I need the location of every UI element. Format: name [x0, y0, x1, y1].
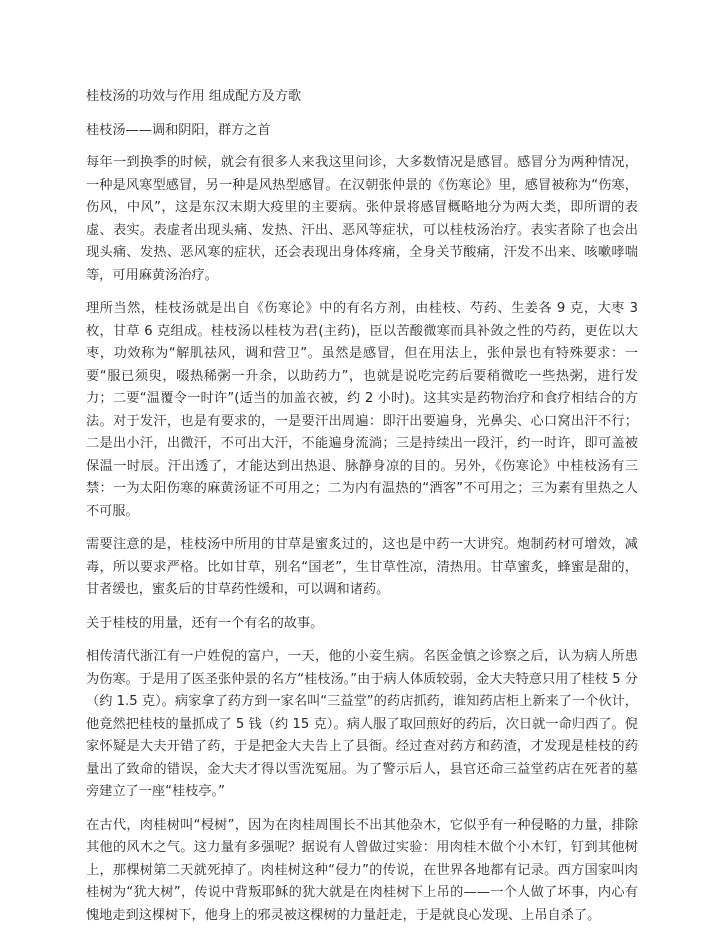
- paragraph-dosage-story: 相传清代浙江有一户姓倪的富户，一天，他的小妾生病。名医金慎之诊察之后，认为病人所患为伤寒。于是用了医圣张仲景的名方“桂枝汤。”由于病人体质较弱，金大夫特意只用了桂枝 5 分（约 1.5 克）。病家拿了药方到一家名叫“三益堂”的药店抓药，谁知药店柜上新来了一个伙计，他竟然把桂枝的量抓成了 5 钱（约 15 克）。病人服了取回煎好的药后，次日就一命归西了。倪家怀疑是大夫开错了药，于是把金大夫告上了县衙。经过查对药方和药渣，才发现是桂枝的药量出了致命的错误，金大夫才得以雪洗冤屈。为了警示后人，县官还命三益堂药店在死者的墓旁建立了一座“桂枝亭。”: [86, 649, 638, 799]
- paragraph-formula-composition: 理所当然，桂枝汤就是出自《伤寒论》中的有名方剂，由桂枝、芍药、生姜各 9 克，大枣 3 枚，甘草 6 克组成。桂枝汤以桂枝为君(主药)，臣以苦酸微寒而具补敛之性的芍药，更佐以大枣，功效称为“解肌祛风，调和营卫”。虽然是感冒，但在用法上，张仲景也有特殊要求：一要“服已须臾，啜热稀粥一升余，以助药力”，也就是说吃完药后要稍微吃一些热粥，进行发力；二要“温覆令一时许”(适当的加盖衣被，约 2 小时)。这其实是药物治疗和食疗相结合的方法。对于发汗，也是有要求的，一是要汗出周遍：即汗出要遍身，光鼻尖、心口窝出汗不行；二是出小汗，出微汗，不可出大汗，不能遍身流淌；三是持续出一段汗，约一时许，即可盖被保温一时辰。汗出透了，才能达到出热退、脉静身凉的目的。另外，《伤寒论》中桂枝汤有三禁：一为太阳伤寒的麻黄汤证不可用之；二为内有温热的“酒客”不可用之；三为素有里热之人不可服。: [86, 301, 638, 519]
- document-title: 桂枝汤的功效与作用 组成配方及方歌: [86, 89, 302, 104]
- paragraph-dosage-intro: 关于桂枝的用量，还有一个有名的故事。: [86, 615, 324, 631]
- document-subtitle: 桂枝汤——调和阴阳，群方之首: [86, 123, 271, 138]
- document-page: [86, 86, 638, 938]
- paragraph-cold-types: 每年一到换季的时候，就会有很多人来我这里问诊，大多数情况是感冒。感冒分为两种情况，一种是风寒型感冒，另一种是风热型感冒。在汉朝张仲景的《伤寒论》里，感冒被称为“伤寒，伤风，中风”，这是东汉末期大疫里的主要病。张仲景将感冒概略地分为两大类，即所谓的表虚、表实。表虚者出现头痛、发热、汗出、恶风等症状，可以桂枝汤治疗。表实者除了也会出现头痛、发热、恶风寒的症状，还会表现出身体疼痛，全身关节酸痛，汗发不出来、咳嗽哮喘等，可用麻黄汤治疗。: [86, 155, 638, 283]
- paragraph-cinnamon-tree: 在古代，肉桂树叫“梫树”，因为在肉桂周围长不出其他杂木，它似乎有一种侵略的力量，排除其他的风木之气。这力量有多强呢？据说有人曾做过实验：用肉桂木做个小木钉，钉到其他树上，那棵树第二天就死掉了。肉桂树这种“侵力”的传说，在世界各地都有记录。西方国家叫肉桂树为“犹大树”，传说中背叛耶稣的犹大就是在肉桂树下上吊的——一个人做了坏事，内心有愧地走到这棵树下，他身上的邪灵被这棵树的力量赶走，于是就良心发现、上吊自杀了。: [86, 817, 638, 923]
- paragraph-licorice-note: 需要注意的是，桂枝汤中所用的甘草是蜜炙过的，这也是中药一大讲究。炮制药材可增效，减毒，所以要求严格。比如甘草，别名“国老”，生甘草性凉，清热用。甘草蜜炙，蜂蜜是甜的，甘者缓也，蜜炙后的甘草药性缓和，可以调和诸药。: [86, 537, 638, 597]
